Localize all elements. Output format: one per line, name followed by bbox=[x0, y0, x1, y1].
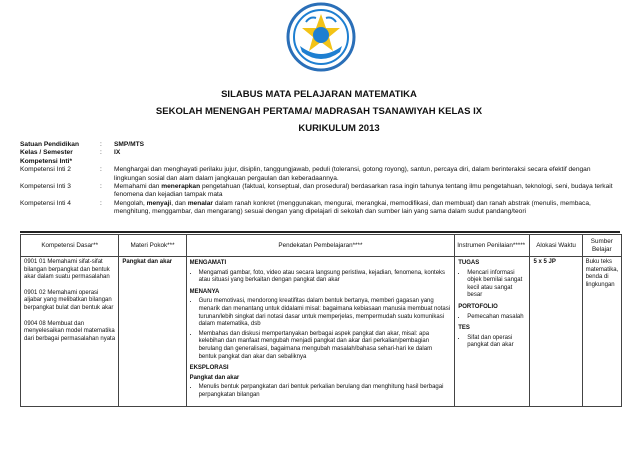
kd-item: 0901 02 Memahami operasi aljabar yang melibatkan bilangan berpangkat bulat dan bentuk akar bbox=[24, 289, 114, 311]
list-item: • Guru memotivasi, mendorong kreatifitas dalam bentuk bertanya, memberi gagasan yang menarik dan menantang untuk didalami misal: bagaimana kebiasaan manusia membuat notasi turunan/lebih singkat dari notasi dasar untuk memperjelas, mempermudah suatu komunikasi dalam matematika, dsb bbox=[199, 298, 452, 328]
header-instrumen: Instrumen Penilaian***** bbox=[455, 235, 530, 257]
list-mengamati bbox=[190, 270, 452, 285]
separator: : bbox=[100, 199, 102, 207]
list-item: • Sifat dan operasi pangkat dan akar bbox=[467, 335, 526, 350]
ki4-label: Kompetensi Inti 4 bbox=[20, 199, 71, 207]
meta-row-satuan bbox=[20, 141, 620, 149]
ki3-pre: Memahami dan bbox=[114, 183, 162, 191]
header-alokasi: Alokasi Waktu bbox=[530, 235, 582, 257]
kd-item: 0904 08 Membuat dan menyelesaikan model matematika dari berbagai permasalahan nyata bbox=[24, 320, 116, 342]
ki3-text bbox=[114, 183, 620, 200]
table-row bbox=[21, 257, 622, 407]
cell-sumber: Buku teks matematika, benda di lingkungan bbox=[582, 257, 621, 407]
ki4-bold2: menalar bbox=[187, 199, 213, 207]
tut-wuri-handayani-logo-icon bbox=[286, 2, 356, 72]
title-line-2: SEKOLAH MENENGAH PERTAMA/ MADRASAH TSANAWIYAH KELAS IX bbox=[155, 106, 483, 117]
document-titles bbox=[0, 86, 638, 137]
header-kd: Kompetensi Dasar** bbox=[21, 235, 119, 257]
instrumen-portofolio: PORTOFOLIO bbox=[458, 303, 498, 310]
separator: : bbox=[100, 141, 102, 148]
list-tes bbox=[458, 335, 526, 350]
ki2-label: Kompetensi Inti 2 bbox=[20, 166, 71, 174]
kelas-label: Kelas / Semester bbox=[20, 149, 73, 157]
syllabus-table bbox=[20, 234, 622, 407]
header-sumber: Sumber Belajar bbox=[582, 235, 621, 257]
list-item: • Pemecahan masalah bbox=[467, 314, 526, 322]
ki4-post: dalam ranah konkret (menggunakan, mengurai, merangkai, memodifikasi, dan membuat) dan ranah abstrak (menulis, membaca, menghitung, menggambar, dan mengarang) sesuai dengan yang dipelajari di sekolah dan sumber lain yang sama dalam sudut pandang/teori bbox=[114, 199, 591, 216]
meta-row-kelas bbox=[20, 149, 620, 157]
subsection-pangkat-akar: Pangkat dan akar bbox=[189, 374, 240, 381]
list-portofolio bbox=[458, 314, 526, 322]
list-tugas bbox=[458, 270, 526, 300]
list-item: • Mencari informasi objek bernilai sangat kecil atau sangat besar bbox=[467, 270, 526, 300]
section-eksplorasi: EKSPLORASI bbox=[189, 365, 229, 372]
meta-row-ki2 bbox=[20, 166, 620, 183]
header-materi: Materi Pokok*** bbox=[119, 235, 186, 257]
ki-heading: Kompetensi Inti* bbox=[20, 157, 73, 165]
ki4-pre: Mengolah, bbox=[114, 199, 147, 207]
list-item: • Membahas dan diskusi mempertanyakan berbagai aspek pangkat dan akar, misal: apa kelebihan dan manfaat mengubah menjadi pangkat dan akar dari perkalian/pembagian berulang dan generalisasi, bagaimana mengubah masalah/bahasa sehari-hari ke dalam bentuk pangkat dan akar dan sebaliknya bbox=[199, 331, 452, 361]
ki4-bold1: menyaji bbox=[146, 199, 172, 207]
instrumen-tugas: TUGAS bbox=[458, 260, 480, 266]
meta-row-ki-heading bbox=[20, 158, 620, 166]
satuan-value: SMP/MTS bbox=[114, 141, 145, 148]
instrumen-tes: TES bbox=[458, 325, 470, 332]
ki4-text bbox=[114, 200, 620, 217]
ki4-mid: , dan bbox=[171, 199, 188, 207]
ki3-label: Kompetensi Inti 3 bbox=[20, 183, 71, 191]
meta-block bbox=[20, 141, 620, 217]
ki3-post: pengetahuan (faktual, konseptual, dan prosedural) berdasarkan rasa ingin tahunya tentang ilmu pengetahuan, teknologi, seni, budaya terkait fenomena dan kejadian tampak mata bbox=[114, 183, 613, 199]
ki3-bold: menerapkan bbox=[161, 183, 201, 191]
title-line-3: KURIKULUM 2013 bbox=[298, 123, 380, 134]
cell-instrumen bbox=[455, 257, 530, 407]
separator: : bbox=[100, 166, 102, 174]
kelas-value: IX bbox=[114, 149, 121, 157]
title-line-1: SILABUS MATA PELAJARAN MATEMATIKA bbox=[221, 89, 417, 100]
section-mengamati: MENGAMATI bbox=[189, 260, 227, 266]
cell-kd bbox=[21, 257, 119, 407]
list-menanya bbox=[190, 298, 452, 361]
satuan-label: Satuan Pendidikan bbox=[20, 141, 79, 148]
meta-row-ki3 bbox=[20, 183, 620, 200]
separator: : bbox=[100, 149, 102, 157]
cell-materi: Pangkat dan akar bbox=[119, 257, 186, 407]
ki2-text: Menghargai dan menghayati perilaku jujur, disiplin, tanggungjawab, peduli (toleransi, gotong royong), santun, percaya diri, dalam berinteraksi secara efektif dengan lingkungan sosial dan alam dalam jangkauan pergaulan dan keberadaannya. bbox=[114, 166, 591, 182]
meta-row-ki4 bbox=[20, 200, 620, 217]
cell-alokasi: 5 x 5 JP bbox=[530, 257, 582, 407]
kd-item: 0901 01 Memahami sifat-sifat bilangan berpangkat dan bentuk akar dalam suatu permasalahan bbox=[24, 259, 110, 281]
list-item: • Mengamati gambar, foto, video atau secara langsung peristiwa, kejadian, fenomena, konteks atau situasi yang berkaitan dengan pangkat dan akar bbox=[199, 270, 452, 285]
section-menanya: MENANYA bbox=[189, 288, 220, 295]
list-item: • Menulis bentuk perpangkatan dari bentuk perkalian berulang dan menghitung hasil berbagai perpangkatan bilangan bbox=[199, 384, 452, 399]
divider bbox=[20, 231, 620, 233]
cell-pembelajaran bbox=[186, 257, 455, 407]
header-pembelajaran: Pendekatan Pembelajaran**** bbox=[186, 235, 455, 257]
separator: : bbox=[100, 183, 102, 191]
list-eksplorasi bbox=[190, 384, 452, 399]
table-header-row bbox=[21, 235, 622, 257]
